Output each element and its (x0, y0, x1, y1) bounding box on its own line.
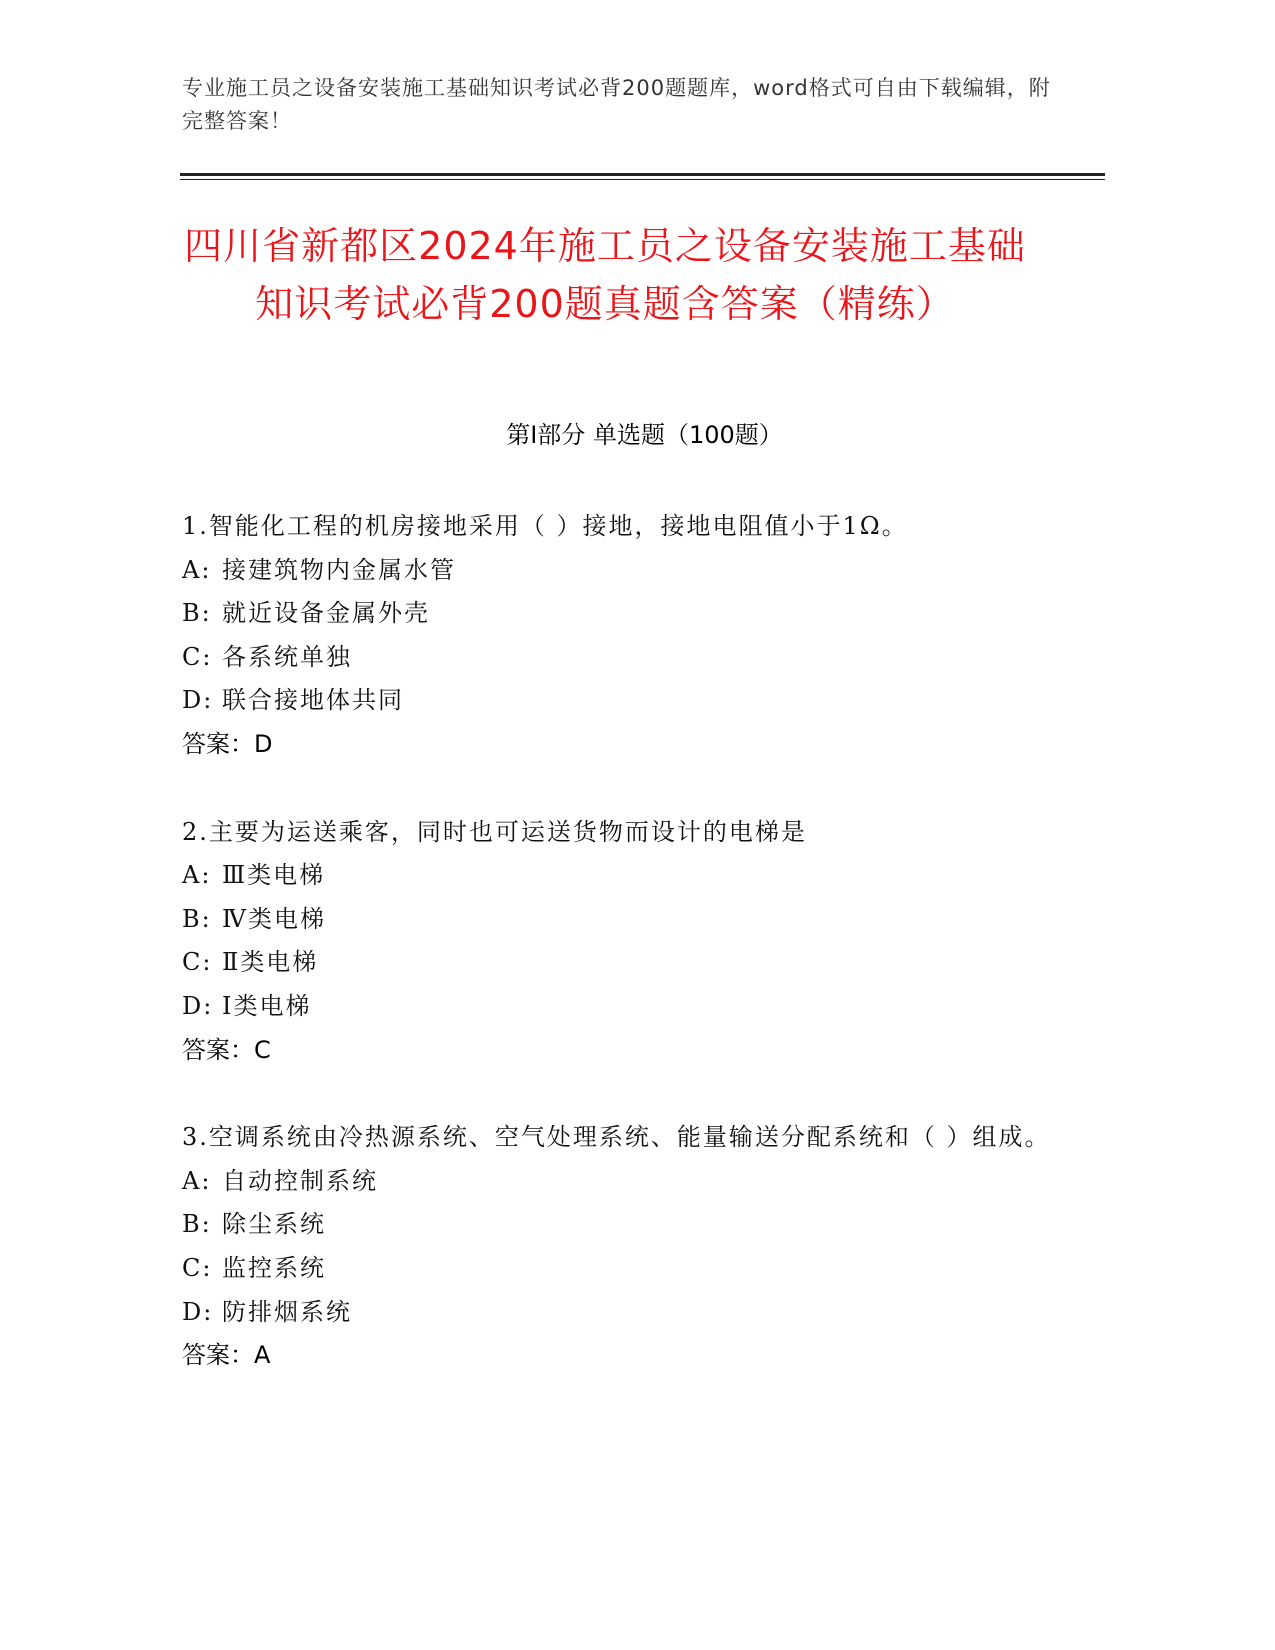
option-d (182, 985, 1062, 1029)
question-1 (182, 505, 1062, 767)
option-key: D: (182, 686, 214, 715)
option-c (182, 1247, 1062, 1291)
answer-value: D (254, 729, 273, 758)
option-text: 各系统单独 (222, 642, 352, 671)
option-a (182, 549, 1062, 593)
header-rule-thin (180, 179, 1105, 180)
option-key: A: (182, 555, 212, 584)
option-key: D: (182, 991, 214, 1020)
question-text: 1.智能化工程的机房接地采用（ ）接地，接地电阻值小于1Ω。 (182, 512, 908, 540)
answer-label: 答案： (182, 729, 254, 758)
question-text: 3.空调系统由冷热源系统、空气处理系统、能量输送分配系统和（ ）组成。 (182, 1123, 1051, 1152)
option-text: 自动控制系统 (222, 1166, 378, 1195)
header-rule-thick (180, 173, 1105, 176)
answer-line (182, 1029, 1062, 1073)
option-key: C: (182, 1253, 213, 1282)
answer-label: 答案： (182, 1035, 254, 1064)
question-2 (182, 811, 1062, 1073)
answer-label: 答案： (182, 1341, 254, 1370)
option-text: 监控系统 (222, 1253, 326, 1282)
option-b (182, 592, 1062, 636)
document-title: 四川省新都区2024年施工员之设备安装施工基础知识考试必背200题真题含答案（精练） (184, 224, 1026, 326)
option-key: B: (182, 904, 212, 933)
option-key: C: (182, 948, 213, 977)
option-key: B: (182, 599, 212, 628)
option-text: 防排烟系统 (222, 1297, 352, 1326)
question-text: 2.主要为运送乘客，同时也可运送货物而设计的电梯是 (182, 817, 807, 846)
option-text: Ⅳ类电梯 (222, 904, 326, 933)
header-note: 专业施工员之设备安装施工基础知识考试必背200题题库，word格式可自由下载编辑，附完整答案！ (182, 76, 1051, 133)
option-text: Ⅲ类电梯 (222, 861, 326, 890)
option-d (182, 679, 1062, 723)
question-3 (182, 1116, 1062, 1378)
option-text: Ⅱ类电梯 (222, 948, 319, 977)
option-text: 联合接地体共同 (222, 686, 404, 715)
section-heading: 第I部分 单选题（100题） (506, 421, 783, 449)
question-list (182, 505, 1062, 1422)
option-key: C: (182, 642, 213, 671)
answer-line (182, 1334, 1062, 1378)
answer-value: C (254, 1035, 271, 1064)
option-d (182, 1291, 1062, 1335)
option-c (182, 636, 1062, 680)
answer-value: A (254, 1341, 271, 1370)
option-b (182, 1203, 1062, 1247)
option-text: Ⅰ类电梯 (222, 991, 312, 1020)
option-key: B: (182, 1210, 212, 1239)
option-key: A: (182, 1166, 212, 1195)
option-text: 就近设备金属外壳 (222, 599, 430, 628)
option-key: D: (182, 1297, 214, 1326)
option-a (182, 1160, 1062, 1204)
option-key: A: (182, 861, 212, 890)
option-b (182, 898, 1062, 942)
option-c (182, 941, 1062, 985)
option-text: 除尘系统 (222, 1210, 326, 1239)
option-a (182, 854, 1062, 898)
answer-line (182, 723, 1062, 767)
option-text: 接建筑物内金属水管 (222, 555, 456, 584)
